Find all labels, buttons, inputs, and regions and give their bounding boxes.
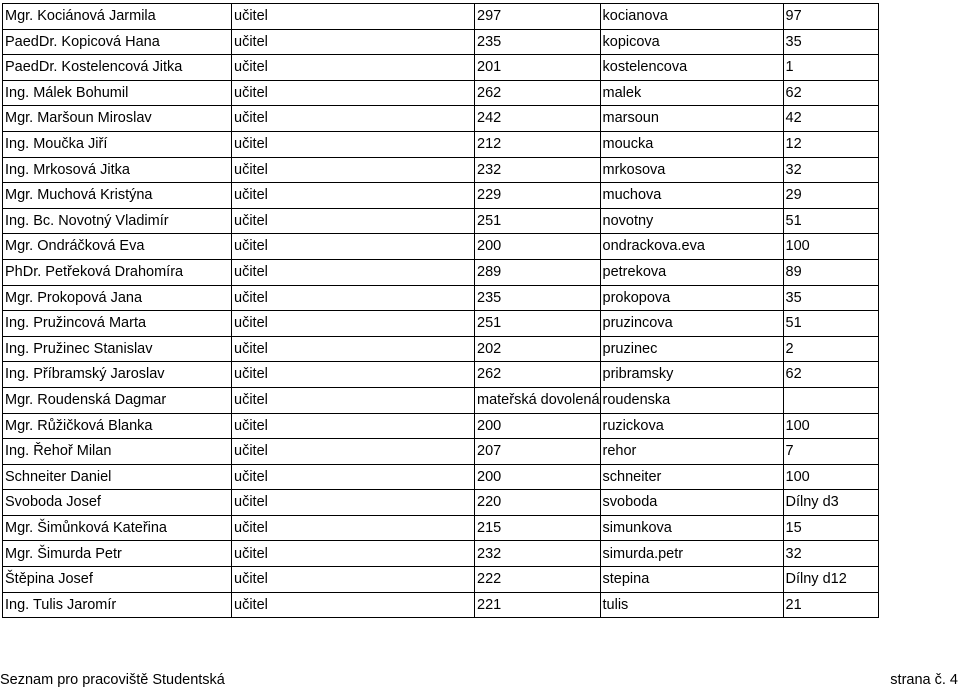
- table-row: [3, 311, 879, 337]
- cell-login: stepina: [600, 567, 783, 593]
- table-row: [3, 259, 879, 285]
- cell-role: učitel: [232, 29, 475, 55]
- cell-name: Mgr. Ondráčková Eva: [3, 234, 232, 260]
- cell-phone: 1: [783, 55, 878, 81]
- table-row: [3, 4, 879, 30]
- table-row: [3, 285, 879, 311]
- table-row: [3, 515, 879, 541]
- cell-phone: 21: [783, 592, 878, 618]
- cell-role: učitel: [232, 183, 475, 209]
- cell-role: učitel: [232, 311, 475, 337]
- cell-role: učitel: [232, 541, 475, 567]
- cell-name: Ing. Bc. Novotný Vladimír: [3, 208, 232, 234]
- cell-name: Schneiter Daniel: [3, 464, 232, 490]
- cell-phone: 62: [783, 80, 878, 106]
- table-row: [3, 208, 879, 234]
- table-row: [3, 541, 879, 567]
- cell-name: Svoboda Josef: [3, 490, 232, 516]
- cell-role: učitel: [232, 234, 475, 260]
- cell-name: PhDr. Petřeková Drahomíra: [3, 259, 232, 285]
- page-number: strana č. 4: [890, 672, 958, 688]
- cell-phone: 32: [783, 157, 878, 183]
- cell-phone: 32: [783, 541, 878, 567]
- cell-room: 212: [475, 131, 601, 157]
- cell-role: učitel: [232, 592, 475, 618]
- cell-role: učitel: [232, 106, 475, 132]
- cell-phone: 12: [783, 131, 878, 157]
- table-row: [3, 413, 879, 439]
- table-row: [3, 387, 879, 413]
- cell-room: 251: [475, 311, 601, 337]
- table-row: [3, 131, 879, 157]
- table-row: [3, 29, 879, 55]
- cell-name: Ing. Pružinec Stanislav: [3, 336, 232, 362]
- cell-phone: 42: [783, 106, 878, 132]
- cell-phone: 89: [783, 259, 878, 285]
- cell-room: 297: [475, 4, 601, 30]
- cell-role: učitel: [232, 131, 475, 157]
- cell-name: Ing. Pružincová Marta: [3, 311, 232, 337]
- table-row: [3, 80, 879, 106]
- cell-login: roudenska: [600, 387, 783, 413]
- cell-role: učitel: [232, 439, 475, 465]
- cell-name: PaedDr. Kostelencová Jitka: [3, 55, 232, 81]
- cell-phone: 100: [783, 413, 878, 439]
- cell-login: kocianova: [600, 4, 783, 30]
- cell-role: učitel: [232, 80, 475, 106]
- cell-room: 235: [475, 285, 601, 311]
- cell-login: ondrackova.eva: [600, 234, 783, 260]
- cell-room: 207: [475, 439, 601, 465]
- cell-phone: 7: [783, 439, 878, 465]
- cell-room: 232: [475, 157, 601, 183]
- cell-room: 262: [475, 80, 601, 106]
- cell-login: simunkova: [600, 515, 783, 541]
- cell-phone: 100: [783, 464, 878, 490]
- cell-login: petrekova: [600, 259, 783, 285]
- cell-room: 215: [475, 515, 601, 541]
- cell-name: Ing. Tulis Jaromír: [3, 592, 232, 618]
- cell-login: mrkosova: [600, 157, 783, 183]
- cell-phone: 2: [783, 336, 878, 362]
- cell-role: učitel: [232, 490, 475, 516]
- cell-room: 232: [475, 541, 601, 567]
- cell-name: Ing. Řehoř Milan: [3, 439, 232, 465]
- cell-login: simurda.petr: [600, 541, 783, 567]
- table-row: [3, 55, 879, 81]
- cell-room: 200: [475, 413, 601, 439]
- cell-name: Mgr. Kociánová Jarmila: [3, 4, 232, 30]
- cell-room: 220: [475, 490, 601, 516]
- cell-phone: Dílny d12: [783, 567, 878, 593]
- table-row: [3, 490, 879, 516]
- table-row: [3, 234, 879, 260]
- cell-role: učitel: [232, 208, 475, 234]
- cell-phone: 35: [783, 285, 878, 311]
- cell-name: Mgr. Šimurda Petr: [3, 541, 232, 567]
- cell-room: mateřská dovolená: [475, 387, 601, 413]
- cell-login: rehor: [600, 439, 783, 465]
- cell-name: Mgr. Šimůnková Kateřina: [3, 515, 232, 541]
- cell-role: učitel: [232, 387, 475, 413]
- cell-role: učitel: [232, 515, 475, 541]
- cell-room: 201: [475, 55, 601, 81]
- table-row: [3, 567, 879, 593]
- cell-login: malek: [600, 80, 783, 106]
- cell-login: prokopova: [600, 285, 783, 311]
- cell-room: 221: [475, 592, 601, 618]
- cell-role: učitel: [232, 285, 475, 311]
- cell-phone: 35: [783, 29, 878, 55]
- staff-table: [2, 3, 879, 618]
- cell-room: 235: [475, 29, 601, 55]
- cell-room: 289: [475, 259, 601, 285]
- cell-phone: 97: [783, 4, 878, 30]
- cell-name: Mgr. Růžičková Blanka: [3, 413, 232, 439]
- cell-role: učitel: [232, 259, 475, 285]
- cell-login: novotny: [600, 208, 783, 234]
- cell-login: muchova: [600, 183, 783, 209]
- table-row: [3, 336, 879, 362]
- cell-login: moucka: [600, 131, 783, 157]
- cell-login: kostelencova: [600, 55, 783, 81]
- cell-name: Mgr. Roudenská Dagmar: [3, 387, 232, 413]
- table-row: [3, 439, 879, 465]
- table-row: [3, 592, 879, 618]
- cell-login: marsoun: [600, 106, 783, 132]
- cell-room: 242: [475, 106, 601, 132]
- table-row: [3, 106, 879, 132]
- cell-phone: 29: [783, 183, 878, 209]
- cell-role: učitel: [232, 4, 475, 30]
- cell-role: učitel: [232, 567, 475, 593]
- cell-phone: 51: [783, 208, 878, 234]
- cell-room: 200: [475, 464, 601, 490]
- cell-role: učitel: [232, 464, 475, 490]
- cell-login: ruzickova: [600, 413, 783, 439]
- cell-login: pruzincova: [600, 311, 783, 337]
- cell-phone: 62: [783, 362, 878, 388]
- cell-room: 251: [475, 208, 601, 234]
- cell-login: pribramsky: [600, 362, 783, 388]
- cell-name: PaedDr. Kopicová Hana: [3, 29, 232, 55]
- cell-login: svoboda: [600, 490, 783, 516]
- cell-room: 262: [475, 362, 601, 388]
- table-row: [3, 157, 879, 183]
- cell-room: 200: [475, 234, 601, 260]
- cell-phone: 51: [783, 311, 878, 337]
- cell-role: učitel: [232, 157, 475, 183]
- cell-role: učitel: [232, 55, 475, 81]
- cell-login: tulis: [600, 592, 783, 618]
- cell-login: pruzinec: [600, 336, 783, 362]
- cell-login: schneiter: [600, 464, 783, 490]
- cell-name: Ing. Mrkosová Jitka: [3, 157, 232, 183]
- cell-name: Ing. Příbramský Jaroslav: [3, 362, 232, 388]
- cell-name: Ing. Málek Bohumil: [3, 80, 232, 106]
- cell-phone: [783, 387, 878, 413]
- cell-phone: Dílny d3: [783, 490, 878, 516]
- cell-phone: 100: [783, 234, 878, 260]
- cell-room: 229: [475, 183, 601, 209]
- cell-name: Ing. Moučka Jiří: [3, 131, 232, 157]
- cell-name: Mgr. Prokopová Jana: [3, 285, 232, 311]
- table-row: [3, 362, 879, 388]
- cell-role: učitel: [232, 336, 475, 362]
- cell-room: 202: [475, 336, 601, 362]
- cell-room: 222: [475, 567, 601, 593]
- cell-role: učitel: [232, 362, 475, 388]
- table-row: [3, 183, 879, 209]
- cell-phone: 15: [783, 515, 878, 541]
- cell-login: kopicova: [600, 29, 783, 55]
- cell-name: Štěpina Josef: [3, 567, 232, 593]
- table-row: [3, 464, 879, 490]
- cell-name: Mgr. Maršoun Miroslav: [3, 106, 232, 132]
- cell-role: učitel: [232, 413, 475, 439]
- staff-table-body: [3, 4, 879, 618]
- cell-name: Mgr. Muchová Kristýna: [3, 183, 232, 209]
- footer-title: Seznam pro pracoviště Studentská: [0, 672, 225, 688]
